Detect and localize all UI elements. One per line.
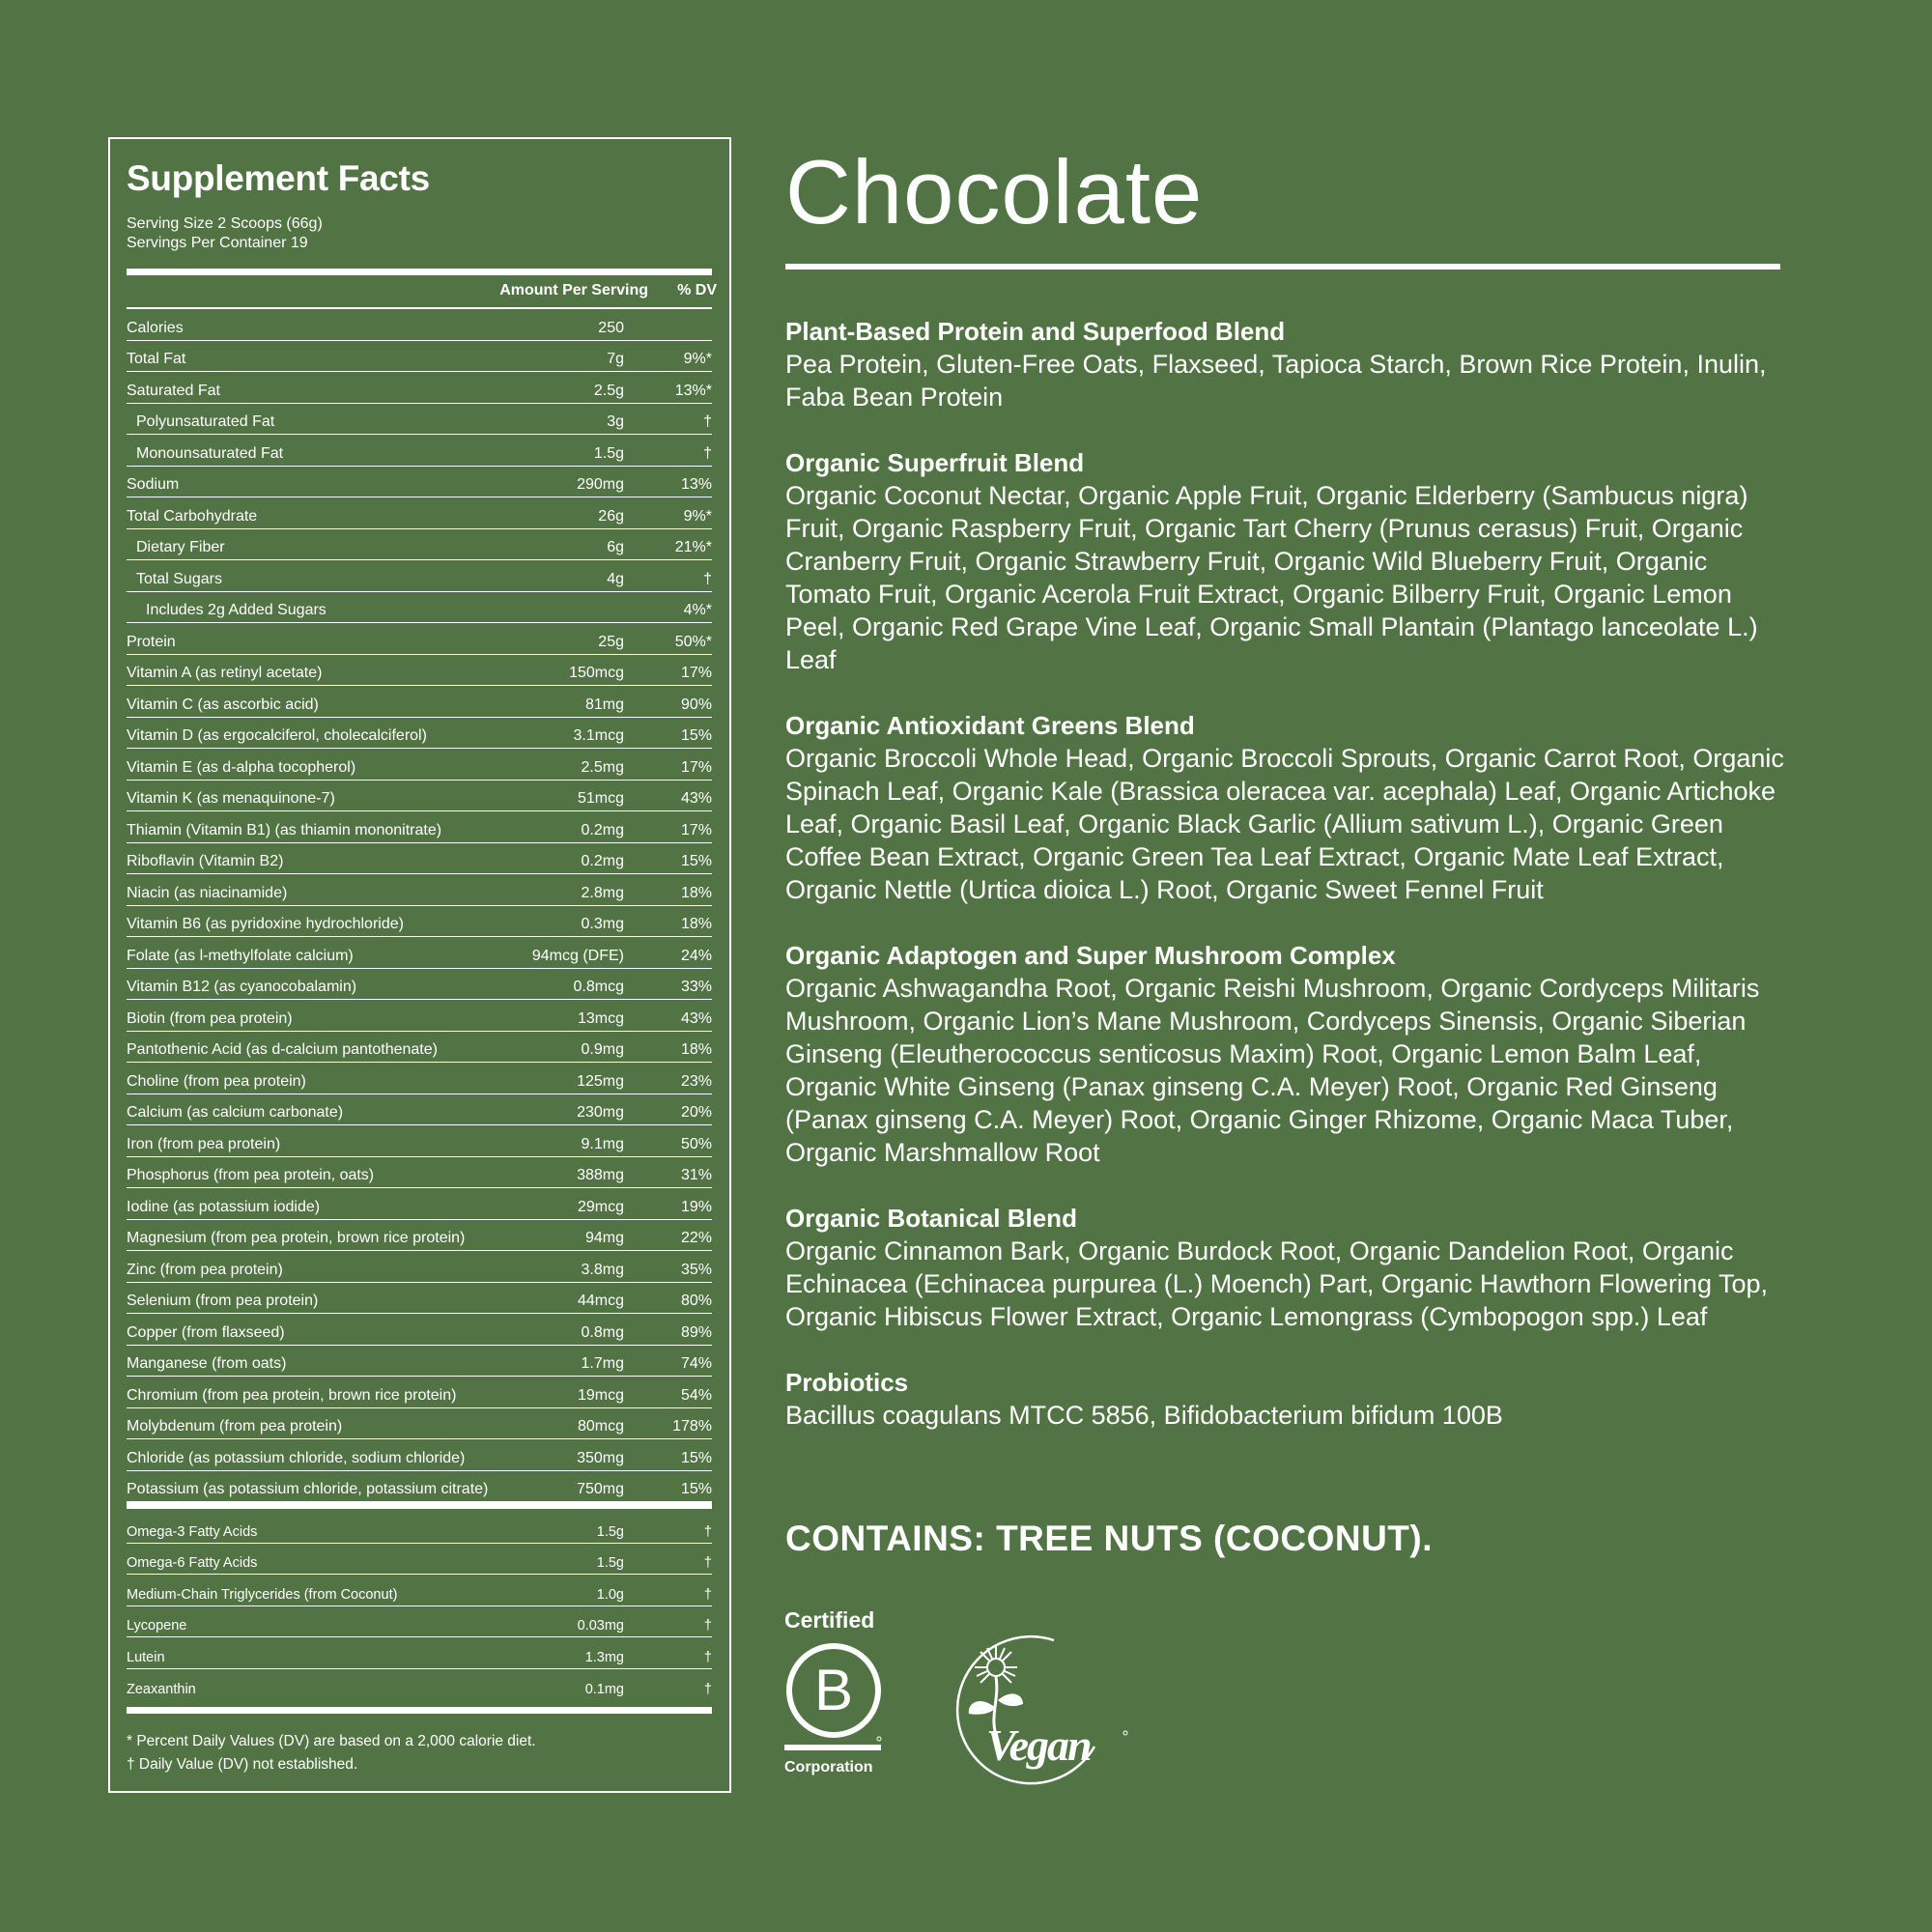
blend-ingredients: Organic Cinnamon Bark, Organic Burdock Root, Organic Dandelion Root, Organic Echinacea (Echinacea purpurea (L.) Moench) Part, Organic Hawthorn Flowering Top, Organic Hibiscus Flower Extract, Organic Lemongrass (Cymbopogon spp.) Leaf xyxy=(785,1236,1769,1331)
blend-botanical xyxy=(785,1202,1790,1333)
blend-ingredients: Organic Coconut Nectar, Organic Apple Fruit, Organic Elderberry (Sambucus nigra) Fruit, Organic Raspberry Fruit, Organic Tart Cherry (Prunus cerasus) Fruit, Organic Cranberry Fruit, Organic Strawberry Fruit, Organic Wild Blueberry Fruit, Organic Tomato Fruit, Organic Acerola Fruit Extract, Organic Bilberry Fruit, Organic Lemon Peel, Organic Red Grape Vine Leaf, Organic Small Plantain (Plantago lanceolate L.) Leaf xyxy=(785,481,1758,674)
nutrient-row xyxy=(127,686,712,718)
nutrient-row xyxy=(127,1408,712,1440)
nutrient-dv: 15% xyxy=(680,1449,712,1466)
nutrient-amount: 388mg xyxy=(577,1167,624,1183)
nutrient-name: Vitamin K (as menaquinone-7) xyxy=(127,790,335,807)
blend-ingredients: Organic Broccoli Whole Head, Organic Broccoli Sprouts, Organic Carrot Root, Organic Spinach Leaf, Organic Kale (Brassica oleracea var. acephala) Leaf, Organic Artichoke Leaf, Organic Basil Leaf, Organic Black Garlic (Allium sativum L.), Organic Green Coffee Bean Extract, Organic Green Tea Leaf Extract, Organic Mate Leaf Extract, Organic Nettle (Urtica dioica L.) Root, Organic Sweet Fennel Fruit xyxy=(785,744,1784,904)
dv-header: % DV xyxy=(677,282,717,298)
nutrient-row xyxy=(127,404,712,436)
footnote-percent-dv: * Percent Daily Values (DV) are based on a 2,000 calorie diet. xyxy=(127,1733,536,1749)
nutrient-amount: 25g xyxy=(598,633,624,650)
nutrient-dv: 54% xyxy=(680,1386,712,1404)
nutrient-amount: 3.1mcg xyxy=(573,727,624,744)
nutrient-row xyxy=(127,1094,712,1126)
nutrient-row xyxy=(127,1157,712,1189)
nutrient-dv: 9%* xyxy=(683,507,712,525)
nutrient-dv: † xyxy=(703,1555,712,1571)
nutrient-name: Vitamin D (as ergocalciferol, cholecalciferol) xyxy=(127,727,427,744)
nutrient-dv: 50% xyxy=(680,1135,712,1152)
nutrient-name: Magnesium (from pea protein, brown rice protein) xyxy=(127,1230,466,1246)
nutrient-dv: 23% xyxy=(680,1072,712,1090)
nutrient-row xyxy=(127,1377,712,1408)
nutrient-dv: 18% xyxy=(680,1041,712,1058)
top-divider xyxy=(127,269,712,275)
nutrient-amount: 0.03mg xyxy=(577,1618,624,1634)
nutrient-row xyxy=(127,372,712,404)
amount-header: Amount Per Serving xyxy=(499,282,648,298)
blend-protein xyxy=(785,315,1790,413)
nutrient-name: Chloride (as potassium chloride, sodium chloride) xyxy=(127,1449,466,1466)
nutrient-amount: 0.3mg xyxy=(581,916,624,932)
nutrient-dv: 33% xyxy=(680,979,712,995)
blend-adaptogen xyxy=(785,939,1790,1169)
nutrient-dv: 15% xyxy=(680,853,712,869)
nutrient-row xyxy=(127,1346,712,1378)
nutrient-amount: 0.8mcg xyxy=(573,979,624,995)
nutrient-name: Iron (from pea protein) xyxy=(127,1135,281,1152)
nutrient-row xyxy=(127,1188,712,1220)
nutrient-dv: 17% xyxy=(680,758,712,776)
nutrient-row xyxy=(127,1439,712,1471)
nutrient-name: Biotin (from pea protein) xyxy=(127,1009,293,1027)
nutrient-row xyxy=(127,749,712,781)
nutrient-dv: † xyxy=(703,1618,712,1634)
nutrient-name: Molybdenum (from pea protein) xyxy=(127,1418,343,1435)
nutrient-dv: 178% xyxy=(672,1418,712,1435)
nutrient-name: Total Carbohydrate xyxy=(127,507,258,525)
blend-ingredients: Pea Protein, Gluten-Free Oats, Flaxseed, Tapioca Starch, Brown Rice Protein, Inulin, Faba Bean Protein xyxy=(785,350,1767,412)
serving-size: Serving Size 2 Scoops (66g) xyxy=(127,215,323,232)
nutrient-row xyxy=(127,1471,712,1503)
nutrient-amount: 44mcg xyxy=(577,1293,624,1309)
nutrient-row xyxy=(127,1032,712,1064)
nutrient-row xyxy=(127,655,712,687)
nutrient-dv: 22% xyxy=(680,1230,712,1246)
nutrient-name: Thiamin (Vitamin B1) (as thiamin mononitrate) xyxy=(127,821,442,838)
nutrient-row xyxy=(127,874,712,906)
nutrient-dv: 74% xyxy=(680,1355,712,1372)
nutrient-row xyxy=(127,718,712,750)
nutrient-row xyxy=(127,1314,712,1346)
nutrient-row xyxy=(127,969,712,1001)
blend-name: Organic Superfruit Blend xyxy=(785,448,1085,477)
blend-ingredients: Bacillus coagulans MTCC 5856, Bifidobacterium bifidum 100B xyxy=(785,1401,1503,1430)
middle-divider xyxy=(127,1502,712,1509)
nutrient-row xyxy=(127,623,712,655)
nutrient-row xyxy=(127,906,712,938)
nutrient-name: Sodium xyxy=(127,476,180,493)
nutrient-name: Chromium (from pea protein, brown rice protein) xyxy=(127,1386,457,1404)
nutrient-dv: 17% xyxy=(680,821,712,838)
nutrient-dv: 21%* xyxy=(674,539,712,555)
nutrient-dv: 19% xyxy=(680,1198,712,1215)
nutrient-name: Manganese (from oats) xyxy=(127,1355,287,1372)
nutrient-dv: † xyxy=(703,1586,712,1603)
nutrient-row xyxy=(127,843,712,875)
title-divider xyxy=(785,264,1780,270)
nutrient-dv: 89% xyxy=(680,1323,712,1341)
nutrient-name: Zinc (from pea protein) xyxy=(127,1261,283,1278)
nutrient-name: Lutein xyxy=(127,1649,165,1665)
nutrient-dv: 20% xyxy=(680,1104,712,1121)
nutrient-amount: 125mg xyxy=(577,1072,624,1090)
blend-superfruit xyxy=(785,446,1790,676)
nutrient-amount: 290mg xyxy=(577,476,624,493)
nutrient-amount: 3.8mg xyxy=(581,1261,624,1278)
nutrient-name: Iodine (as potassium iodide) xyxy=(127,1198,321,1215)
nutrient-amount: 81mg xyxy=(584,696,624,713)
nutrient-row xyxy=(127,1283,712,1315)
nutrient-name: Pantothenic Acid (as d-calcium pantothenate) xyxy=(127,1041,438,1058)
nutrient-amount: 9.1mg xyxy=(581,1135,624,1152)
nutrient-dv: † xyxy=(703,413,712,430)
nutrient-amount: 0.1mg xyxy=(584,1682,624,1697)
nutrient-name: Total Sugars xyxy=(136,570,222,587)
nutrient-row xyxy=(127,309,712,341)
nutrient-row xyxy=(127,560,712,592)
nutrient-dv: 15% xyxy=(680,1481,712,1497)
nutrient-dv: 80% xyxy=(680,1293,712,1309)
nutrient-dv: 50%* xyxy=(674,633,712,650)
nutrient-name: Choline (from pea protein) xyxy=(127,1072,306,1090)
vegan-logo-icon xyxy=(950,1633,1133,1787)
nutrient-row xyxy=(127,1512,712,1544)
nutrient-dv: 18% xyxy=(680,884,712,901)
nutrient-amount: 0.8mg xyxy=(581,1323,624,1341)
vegan-logo-text: Vegan xyxy=(986,1720,1091,1770)
nutrient-amount: 2.5g xyxy=(593,382,624,399)
supplement-facts-panel xyxy=(108,137,731,1793)
nutrient-amount: 13mcg xyxy=(577,1009,624,1027)
nutrient-dv: 13%* xyxy=(674,382,712,399)
nutrient-name: Phosphorus (from pea protein, oats) xyxy=(127,1167,375,1183)
nutrient-name: Omega-6 Fatty Acids xyxy=(127,1555,258,1571)
nutrient-name: Niacin (as niacinamide) xyxy=(127,884,288,901)
nutrient-amount: 29mcg xyxy=(577,1198,624,1215)
nutrient-row xyxy=(127,1125,712,1157)
nutrient-row xyxy=(127,435,712,467)
nutrient-amount: 1.0g xyxy=(596,1586,624,1603)
nutrient-row xyxy=(127,1544,712,1576)
nutrient-row xyxy=(127,592,712,624)
nutrient-name: Calcium (as calcium carbonate) xyxy=(127,1104,344,1121)
bottom-divider xyxy=(127,1707,712,1714)
nutrient-amount: 80mcg xyxy=(577,1418,624,1435)
nutrient-row xyxy=(127,341,712,373)
nutrient-dv: 13% xyxy=(680,476,712,493)
bcorp-certified-text: Certified xyxy=(784,1607,875,1633)
nutrient-dv: † xyxy=(703,1682,712,1697)
blend-name: Organic Adaptogen and Super Mushroom Complex xyxy=(785,941,1396,970)
nutrient-amount: 7g xyxy=(607,351,624,367)
bcorp-badge xyxy=(784,1607,886,1781)
nutrient-name: Vitamin B6 (as pyridoxine hydrochloride) xyxy=(127,916,404,932)
nutrient-dv: † xyxy=(703,570,712,587)
nutrient-name: Folate (as l-methylfolate calcium) xyxy=(127,947,354,964)
nutrient-amount: 1.7mg xyxy=(581,1355,624,1372)
nutrient-dv: 17% xyxy=(680,665,712,681)
bcorp-letter: B xyxy=(813,1658,854,1722)
bcorp-corporation-text: Corporation xyxy=(784,1759,873,1776)
nutrient-name: Vitamin B12 (as cyanocobalamin) xyxy=(127,979,357,995)
nutrient-amount: 230mg xyxy=(577,1104,624,1121)
nutrient-amount: 3g xyxy=(607,413,624,430)
nutrient-row xyxy=(127,1606,712,1638)
nutrient-dv: 90% xyxy=(680,696,712,713)
nutrient-amount: 2.8mg xyxy=(581,884,624,901)
nutrient-row xyxy=(127,467,712,498)
nutrient-name: Monounsaturated Fat xyxy=(136,444,284,462)
nutrient-dv: 31% xyxy=(680,1167,712,1183)
nutrient-row xyxy=(127,497,712,529)
nutrient-amount: 750mg xyxy=(577,1481,624,1497)
nutrient-amount: 1.5g xyxy=(596,1523,624,1540)
bcorp-logo-icon xyxy=(784,1642,885,1756)
nutrient-row xyxy=(127,781,712,812)
servings-per-container: Servings Per Container 19 xyxy=(127,235,308,251)
column-header xyxy=(127,282,717,301)
nutrient-name: Riboflavin (Vitamin B2) xyxy=(127,853,284,869)
nutrient-dv: 18% xyxy=(680,916,712,932)
blend-ingredients: Organic Ashwagandha Root, Organic Reishi Mushroom, Organic Cordyceps Militaris Mushroom, Organic Lion’s Mane Mushroom, Cordyceps Sinensis, Organic Siberian Ginseng (Eleutherococcus senticosus Maxim) Root, Organic Lemon Balm Leaf, Organic White Ginseng (Panax ginseng C.A. Meyer) Root, Organic Red Ginseng (Panax ginseng C.A. Meyer) Root, Organic Ginger Rhizome, Organic Maca Tuber, Organic Marshmallow Root xyxy=(785,974,1760,1167)
nutrient-amount: 250 xyxy=(598,319,624,336)
nutrient-amount: 350mg xyxy=(577,1449,624,1466)
nutrient-row xyxy=(127,1669,712,1701)
blend-greens xyxy=(785,709,1790,906)
nutrient-row xyxy=(127,811,712,843)
blend-name: Organic Antioxidant Greens Blend xyxy=(785,711,1195,740)
nutrient-name: Vitamin C (as ascorbic acid) xyxy=(127,696,319,713)
nutrient-name: Polyunsaturated Fat xyxy=(136,413,275,430)
nutrient-name: Lycopene xyxy=(127,1618,187,1634)
footnote-dv-not-established: † Daily Value (DV) not established. xyxy=(127,1756,358,1773)
blend-name: Organic Botanical Blend xyxy=(785,1204,1077,1233)
blend-probiotics xyxy=(785,1366,1790,1432)
nutrient-amount: 1.5g xyxy=(596,1555,624,1571)
nutrient-name: Total Fat xyxy=(127,351,186,367)
blend-name: Plant-Based Protein and Superfood Blend xyxy=(785,317,1286,346)
nutrient-amount: 94mcg (DFE) xyxy=(531,947,624,964)
nutrient-row xyxy=(127,1637,712,1669)
nutrient-row xyxy=(127,1063,712,1094)
nutrient-row xyxy=(127,1220,712,1252)
nutrient-dv: 9%* xyxy=(683,351,712,367)
nutrient-dv: 43% xyxy=(680,790,712,807)
extra-nutrient-rows xyxy=(127,1512,712,1700)
nutrient-row xyxy=(127,1000,712,1032)
nutrient-name: Medium-Chain Triglycerides (from Coconut) xyxy=(127,1586,398,1603)
nutrient-name: Protein xyxy=(127,633,176,650)
nutrient-name: Zeaxanthin xyxy=(127,1682,196,1697)
blend-name: Probiotics xyxy=(785,1368,909,1397)
nutrient-name: Dietary Fiber xyxy=(136,539,225,555)
nutrient-dv: 35% xyxy=(680,1261,712,1278)
nutrient-amount: 4g xyxy=(607,570,624,587)
nutrient-dv: † xyxy=(703,1649,712,1665)
nutrient-name: Omega-3 Fatty Acids xyxy=(127,1523,258,1540)
nutrient-amount: 1.3mg xyxy=(584,1649,624,1665)
nutrient-amount: 1.5g xyxy=(593,444,624,462)
facts-title: Supplement Facts xyxy=(127,158,430,198)
nutrient-amount: 0.9mg xyxy=(581,1041,624,1058)
nutrient-dv: 4%* xyxy=(683,602,712,618)
nutrient-dv: 15% xyxy=(680,727,712,744)
nutrient-row xyxy=(127,937,712,969)
nutrient-name: Potassium (as potassium chloride, potassium citrate) xyxy=(127,1481,489,1497)
nutrient-name: Selenium (from pea protein) xyxy=(127,1293,319,1309)
product-title: Chocolate xyxy=(785,141,1204,242)
nutrient-amount: 0.2mg xyxy=(581,853,624,869)
nutrient-row xyxy=(127,1251,712,1283)
nutrient-name: Calories xyxy=(127,319,184,336)
nutrient-amount: 19mcg xyxy=(577,1386,624,1404)
nutrient-dv: 24% xyxy=(680,947,712,964)
nutrient-name: Copper (from flaxseed) xyxy=(127,1323,285,1341)
nutrient-amount: 0.2mg xyxy=(581,821,624,838)
nutrient-name: Includes 2g Added Sugars xyxy=(146,602,327,618)
nutrient-name: Vitamin A (as retinyl acetate) xyxy=(127,665,323,681)
nutrient-amount: 94mg xyxy=(584,1230,624,1246)
nutrient-rows xyxy=(127,309,712,1502)
nutrient-amount: 150mcg xyxy=(569,665,624,681)
nutrient-row xyxy=(127,529,712,561)
nutrient-dv: † xyxy=(703,444,712,462)
nutrient-amount: 26g xyxy=(598,507,624,525)
nutrient-amount: 2.5mg xyxy=(581,758,624,776)
nutrient-name: Vitamin E (as d-alpha tocopherol) xyxy=(127,758,356,776)
nutrient-name: Saturated Fat xyxy=(127,382,220,399)
nutrient-dv: † xyxy=(703,1523,712,1540)
nutrient-dv: 43% xyxy=(680,1009,712,1027)
allergen-statement: CONTAINS: TREE NUTS (COCONUT). xyxy=(785,1519,1433,1558)
nutrient-row xyxy=(127,1575,712,1606)
nutrient-amount: 51mcg xyxy=(577,790,624,807)
nutrient-amount: 6g xyxy=(607,539,624,555)
